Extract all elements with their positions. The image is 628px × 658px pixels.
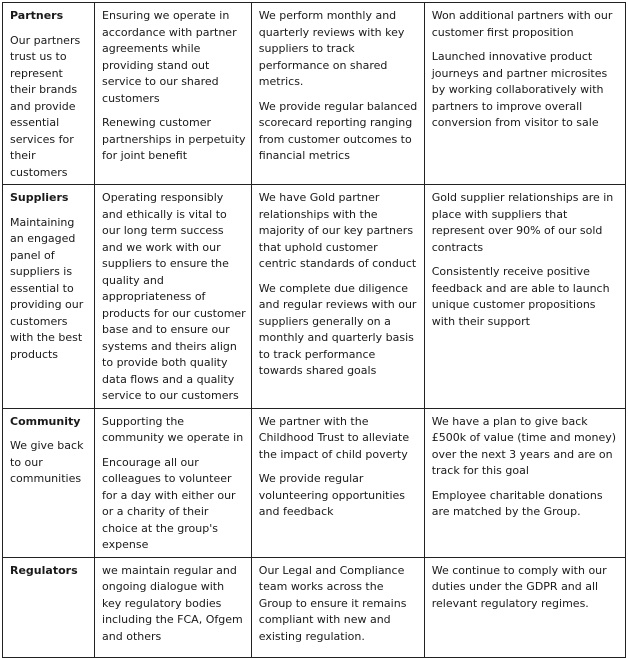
outcomes-text: Won additional partners with our customer first proposition bbox=[431, 9, 613, 39]
table-row bbox=[3, 557, 626, 657]
outcomes-cell bbox=[424, 557, 625, 657]
commitment-cell bbox=[95, 557, 252, 657]
stakeholder-name: Partners bbox=[10, 9, 64, 22]
actions-cell bbox=[251, 185, 424, 409]
commitment-cell bbox=[95, 408, 252, 557]
commitment-text: Renewing customer partnerships in perpetuity for joint benefit bbox=[102, 116, 246, 162]
outcomes-text: Launched innovative product journeys and partner microsites by working collaboratively with partners to improve overall conversion from visitor to sale bbox=[431, 50, 608, 129]
commitment-text: we maintain regular and ongoing dialogue with key regulatory bodies including the FCA, Ofgem and others bbox=[102, 563, 243, 643]
outcomes-cell bbox=[424, 3, 625, 185]
stakeholder-cell bbox=[3, 557, 95, 657]
stakeholder-table bbox=[2, 2, 626, 658]
table-row bbox=[3, 408, 626, 557]
stakeholder-name: Suppliers bbox=[10, 191, 69, 204]
stakeholder-name: Regulators bbox=[10, 563, 78, 577]
commitment-cell bbox=[95, 3, 252, 185]
outcomes-text: Gold supplier relationships are in place with suppliers that represent over 90% of our sold contracts bbox=[431, 191, 614, 254]
outcomes-text: We have a plan to give back £500k of value (time and money) over the next 3 years and are on track for this goal bbox=[431, 414, 617, 477]
stakeholder-cell bbox=[3, 408, 95, 557]
stakeholder-cell bbox=[3, 3, 95, 185]
outcomes-text: Employee charitable donations are matched by the Group. bbox=[431, 488, 603, 518]
commitment-text: Ensuring we operate in accordance with partner agreements while providing stand out service to our shared customers bbox=[102, 9, 237, 105]
actions-text: We provide regular volunteering opportunities and feedback bbox=[258, 472, 406, 518]
commitment-text: Encourage all our colleagues to volunteer for a day with either our or a charity of their choice at the group's expense bbox=[102, 455, 236, 551]
actions-text: We have Gold partner relationships with the majority of our key partners that uphold customer centric standards of conduct bbox=[258, 191, 417, 270]
actions-text: We provide regular balanced scorecard reporting ranging from customer outcomes to financial metrics bbox=[258, 99, 418, 162]
commitment-text: Operating responsibly and ethically is vital to our long term success and we work with our suppliers to ensure the quality and appropriateness of products for our customer base and to ensure our systems and theirs align to provide both quality data flows and a quality service to our customers bbox=[102, 191, 246, 402]
stakeholder-description: Our partners trust us to represent their brands and provide essential services for their customers bbox=[10, 33, 81, 179]
outcomes-cell bbox=[424, 408, 625, 557]
stakeholder-description: Maintaining an engaged panel of suppliers is essential to providing our customers with the best products bbox=[10, 215, 84, 361]
actions-text: We complete due diligence and regular reviews with our suppliers generally on a monthly and quarterly basis to track performance towards shared goals bbox=[258, 281, 417, 377]
stakeholder-name: Community bbox=[10, 414, 81, 428]
commitment-cell bbox=[95, 185, 252, 409]
outcomes-cell bbox=[424, 185, 625, 409]
actions-cell bbox=[251, 557, 424, 657]
table-row bbox=[3, 185, 626, 409]
table-row bbox=[3, 3, 626, 185]
actions-cell bbox=[251, 3, 424, 185]
stakeholder-cell bbox=[3, 185, 95, 409]
commitment-text: Supporting the community we operate in bbox=[102, 414, 244, 444]
outcomes-text: We continue to comply with our duties under the GDPR and all relevant regulatory regimes. bbox=[431, 563, 607, 610]
actions-text: We partner with the Childhood Trust to alleviate the impact of child poverty bbox=[258, 414, 410, 461]
actions-cell bbox=[251, 408, 424, 557]
stakeholder-description: We give back to our communities bbox=[10, 439, 84, 485]
actions-text: Our Legal and Compliance team works across the Group to ensure it remains compliant with new and existing regulation. bbox=[258, 563, 407, 643]
outcomes-text: Consistently receive positive feedback and are able to launch unique customer propositions with their support bbox=[431, 265, 610, 328]
actions-text: We perform monthly and quarterly reviews with key suppliers to track performance on shared metrics. bbox=[258, 9, 405, 88]
